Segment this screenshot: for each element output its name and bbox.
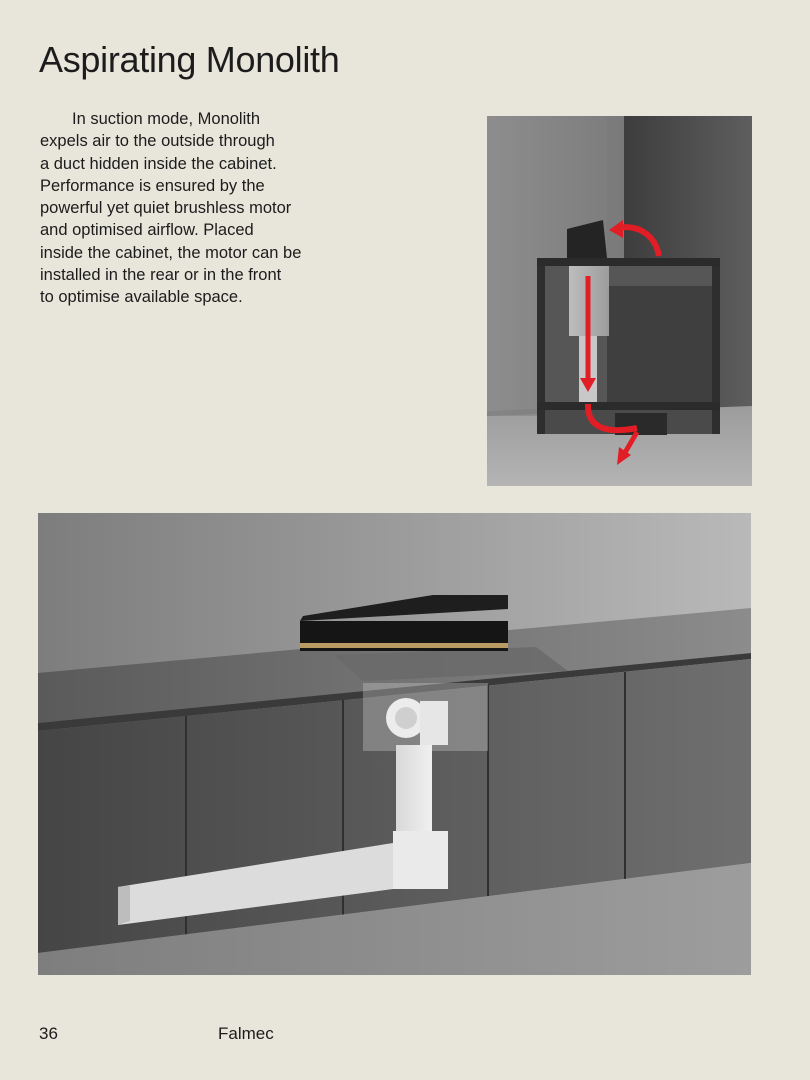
kitchen-installation-photo (38, 513, 751, 975)
page-title: Aspirating Monolith (39, 39, 340, 80)
body-line: to optimise available space. (40, 288, 243, 307)
body-line: powerful yet quiet brushless motor (40, 199, 292, 218)
airflow-diagram-photo (487, 116, 752, 486)
cabinet-airflow-illustration (487, 116, 752, 486)
body-paragraph (40, 108, 350, 309)
brand-name: Falmec (218, 1024, 274, 1043)
body-line: expels air to the outside through (40, 132, 275, 151)
body-line: In suction mode, Monolith (72, 110, 261, 128)
body-line: Performance is ensured by the (40, 176, 265, 195)
body-line: a duct hidden inside the cabinet. (40, 154, 277, 173)
body-line: and optimised airflow. Placed (40, 221, 254, 240)
body-line: inside the cabinet, the motor can be (40, 243, 302, 262)
body-line: installed in the rear or in the front (40, 266, 282, 285)
kitchen-render-illustration (38, 513, 751, 975)
page-number: 36 (39, 1024, 58, 1043)
